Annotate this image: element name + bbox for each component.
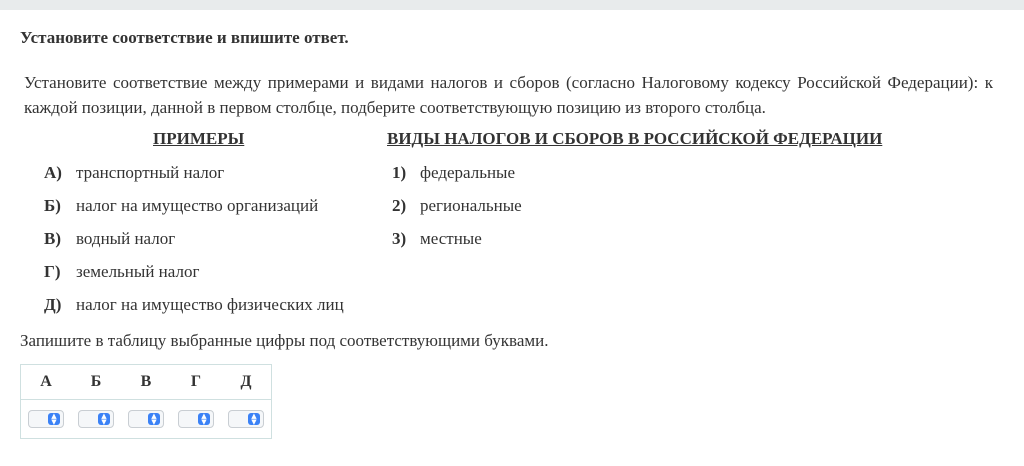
tax-type-text: местные xyxy=(420,229,482,248)
example-letter: Б) xyxy=(44,196,61,215)
example-item xyxy=(44,229,175,249)
top-bar xyxy=(0,0,1024,10)
example-item xyxy=(44,196,318,216)
example-text: транспортный налог xyxy=(76,163,225,182)
chevron-up-down-icon: ▲ ▼ xyxy=(148,413,160,425)
answer-cell xyxy=(71,400,121,439)
answer-select-d[interactable] xyxy=(228,410,264,428)
types-column-header: ВИДЫ НАЛОГОВ И СБОРОВ В РОССИЙСКОЙ ФЕДЕРАЦИИ xyxy=(387,129,883,148)
answer-header-v: В xyxy=(121,365,171,400)
answer-cell xyxy=(171,400,221,439)
answer-header-b: Б xyxy=(71,365,121,400)
chevron-up-down-icon: ▲ ▼ xyxy=(98,413,110,425)
answer-header-a: А xyxy=(21,365,72,400)
tax-type-number: 2) xyxy=(392,196,407,215)
example-letter: А) xyxy=(44,163,62,182)
answer-header-row xyxy=(21,365,272,400)
answer-cell xyxy=(221,400,272,439)
tax-type-text: федеральные xyxy=(420,163,516,182)
tax-type-text: региональные xyxy=(420,196,522,215)
answer-select-row xyxy=(21,400,272,439)
task-instruction: Установите соответствие и впишите ответ. xyxy=(20,28,349,47)
chevron-up-down-icon: ▲ ▼ xyxy=(248,413,260,425)
example-item xyxy=(44,163,224,183)
chevron-up-down-icon: ▲ ▼ xyxy=(198,413,210,425)
answer-header-d: Д xyxy=(221,365,272,400)
example-text: налог на имущество организаций xyxy=(76,196,319,215)
example-text: налог на имущество физических лиц xyxy=(76,295,344,314)
example-text: земельный налог xyxy=(76,262,200,281)
tax-type-item xyxy=(392,229,482,249)
example-letter: Д) xyxy=(44,295,62,314)
write-hint: Запишите в таблицу выбранные цифры под соответствующими буквами. xyxy=(20,331,549,350)
answer-header-g: Г xyxy=(171,365,221,400)
example-item xyxy=(44,295,344,315)
tax-type-item xyxy=(392,196,522,216)
example-letter: Г) xyxy=(44,262,61,281)
tax-type-number: 3) xyxy=(392,229,407,248)
tax-type-item xyxy=(392,163,515,183)
example-letter: В) xyxy=(44,229,61,248)
answer-select-b[interactable] xyxy=(78,410,114,428)
examples-column-header: ПРИМЕРЫ xyxy=(153,129,245,148)
answer-select-g[interactable] xyxy=(178,410,214,428)
example-item xyxy=(44,262,199,282)
chevron-up-down-icon: ▲ ▼ xyxy=(48,413,60,425)
example-text: водный налог xyxy=(76,229,176,248)
answer-cell xyxy=(21,400,72,439)
tax-type-number: 1) xyxy=(392,163,407,182)
answer-select-v[interactable] xyxy=(128,410,164,428)
task-text: Установите соответствие между примерами и видами налогов и сборов (согласно Налоговому кодексу Российской Федерации): к каждой позиции, данной в первом столбце, подберите соответствующую позицию из второго столбца. xyxy=(24,73,993,117)
answer-select-a[interactable] xyxy=(28,410,64,428)
answer-cell xyxy=(121,400,171,439)
answer-table xyxy=(20,364,272,439)
